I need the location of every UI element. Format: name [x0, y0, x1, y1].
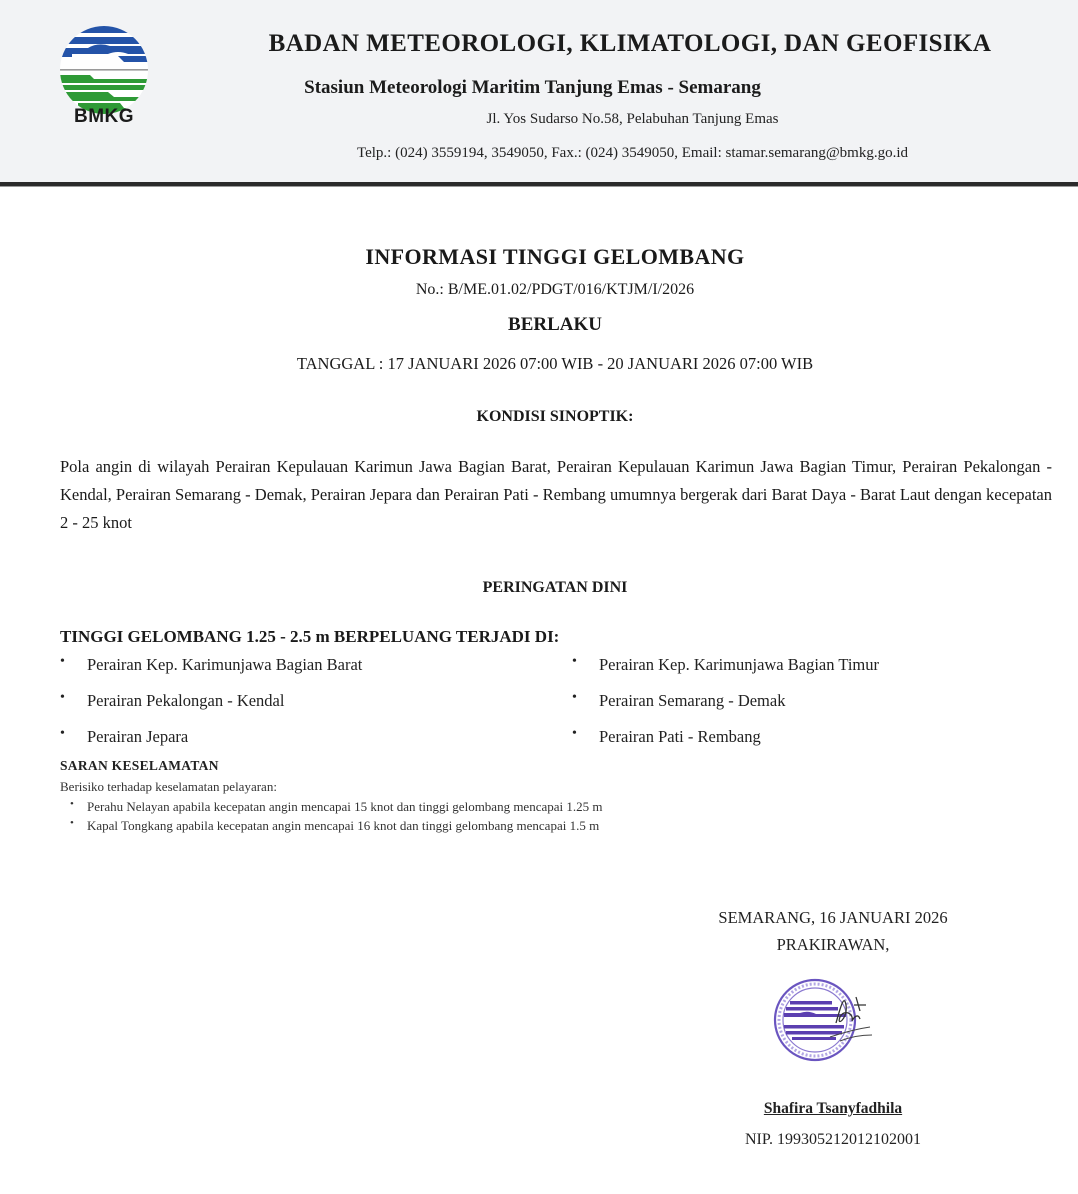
bullet-icon: •	[60, 654, 65, 669]
bullet-icon: •	[70, 798, 74, 810]
location-label: Perairan Kep. Karimunjawa Bagian Barat	[87, 655, 363, 674]
signature-role: PRAKIRAWAN,	[776, 935, 890, 954]
location-label: Perairan Pati - Rembang	[599, 727, 761, 746]
official-stamp-signature-icon	[770, 975, 890, 1065]
warning-heading: PERINGATAN DINI	[482, 579, 628, 596]
synoptic-text: Pola angin di wilayah Perairan Kepulauan Karimun Jawa Bagian Barat, Perairan Kepulauan Karimun Jawa Bagian Timur, Perairan Pekalongan - Kendal, Perairan Semarang - Demak, Perairan Jepara dan Perairan Pati - Rembang umumnya bergerak dari Barat Daya - Barat Laut dengan kecepatan 2 - 25 knot	[60, 457, 1052, 532]
bullet-icon: •	[572, 690, 577, 705]
organization-name: BADAN METEOROLOGI, KLIMATOLOGI, DAN GEOFISIKA	[268, 30, 992, 57]
synoptic-heading: KONDISI SINOPTIK:	[476, 408, 634, 425]
safety-subtitle: Berisiko terhadap keselamatan pelayaran:	[60, 779, 277, 794]
bullet-icon: •	[60, 690, 65, 705]
wave-height-heading: TINGGI GELOMBANG 1.25 - 2.5 m BERPELUANG TERJADI DI:	[60, 627, 560, 646]
location-label: Perairan Kep. Karimunjawa Bagian Timur	[599, 655, 879, 674]
location-label: Perairan Jepara	[87, 727, 189, 746]
signature-place-date: SEMARANG, 16 JANUARI 2026	[718, 908, 948, 927]
location-label: Perairan Semarang - Demak	[599, 691, 786, 710]
signatory-name: Shafira Tsanyfadhila	[763, 1100, 903, 1117]
document-title: INFORMASI TINGGI GELOMBANG	[365, 244, 745, 269]
safety-item-text: Perahu Nelayan apabila kecepatan angin mencapai 15 knot dan tinggi gelombang mencapai 1.25 m	[87, 799, 603, 814]
validity-period: TANGGAL : 17 JANUARI 2026 07:00 WIB - 20 JANUARI 2026 07:00 WIB	[296, 354, 814, 373]
document-number: No.: B/ME.01.02/PDGT/016/KTJM/I/2026	[415, 281, 695, 298]
bullet-icon: •	[572, 726, 577, 741]
safety-heading: SARAN KESELAMATAN	[60, 758, 219, 773]
logo-text: BMKG	[73, 106, 135, 127]
station-address: Jl. Yos Sudarso No.58, Pelabuhan Tanjung Emas	[486, 111, 779, 127]
bullet-icon: •	[572, 654, 577, 669]
location-label: Perairan Pekalongan - Kendal	[87, 691, 285, 710]
bullet-icon: •	[70, 817, 74, 829]
bullet-icon: •	[60, 726, 65, 741]
letterhead	[0, 0, 1078, 182]
safety-item-text: Kapal Tongkang apabila kecepatan angin mencapai 16 knot dan tinggi gelombang mencapai 1.5 m	[87, 818, 600, 833]
signatory-nip: NIP. 199305212012102001	[744, 1131, 921, 1148]
station-name: Stasiun Meteorologi Maritim Tanjung Emas - Semarang	[304, 77, 761, 98]
header-divider	[0, 182, 1078, 187]
station-contact: Telp.: (024) 3559194, 3549050, Fax.: (024) 3549050, Email: stamar.semarang@bmkg.go.id	[356, 145, 909, 161]
validity-heading: BERLAKU	[508, 314, 602, 335]
